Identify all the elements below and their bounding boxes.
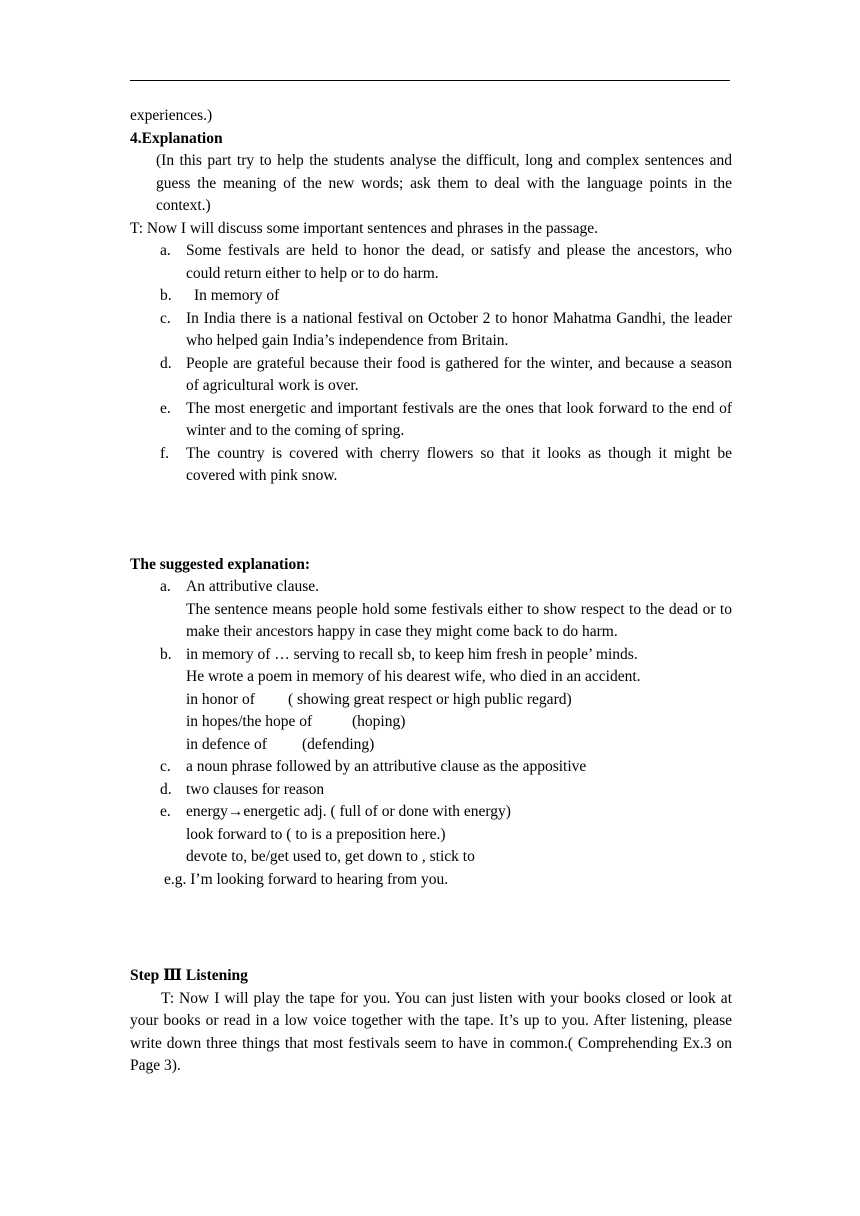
phrase-meaning: (defending) xyxy=(302,735,375,753)
item-text: An attributive clause. xyxy=(186,578,319,595)
intro-tail: experiences.) xyxy=(130,107,213,124)
suggested-item-b xyxy=(130,644,732,667)
item-text: People are grateful because their food is gathered for the winter, and because a season of agricultural work is over. xyxy=(186,354,732,394)
document-body xyxy=(130,105,732,1078)
item-label: a. xyxy=(160,242,171,259)
phrase-term: in defence of xyxy=(186,735,267,753)
suggested-heading: The suggested explanation: xyxy=(130,555,310,573)
explanation-note: (In this part try to help the students analyse the difficult, long and complex sentences and guess the meaning of the new words; ask them to deal with the language points in the context.) xyxy=(156,152,732,214)
spacer xyxy=(130,891,732,957)
item-label: b. xyxy=(160,287,172,304)
header-rule xyxy=(130,80,730,81)
sentence-item xyxy=(130,398,732,443)
item-label: e. xyxy=(160,803,171,820)
sentence-item xyxy=(130,353,732,398)
sentence-item xyxy=(130,308,732,353)
item-b-example: He wrote a poem in memory of his dearest wife, who died in an accident. xyxy=(186,668,641,685)
step3-heading: Step Ⅲ Listening xyxy=(130,967,248,984)
item-label: e. xyxy=(160,399,171,417)
phrase-line xyxy=(130,711,732,734)
explanation-heading: 4.Explanation xyxy=(130,129,223,147)
item-label: f. xyxy=(160,444,170,462)
example-sentence: e.g. I’m looking forward to hearing from you. xyxy=(164,870,449,888)
item-text: The most energetic and important festivals are the ones that look forward to the end of winter and to the coming of spring. xyxy=(186,399,732,439)
item-label: b. xyxy=(160,645,172,663)
suggested-item-e xyxy=(130,801,732,824)
phrase-term: in honor of xyxy=(186,690,255,708)
item-text: In memory of xyxy=(194,287,280,304)
item-label: c. xyxy=(160,309,171,327)
item-text: In India there is a national festival on October 2 to honor Mahatma Gandhi, the leader who helped gain India’s independence from Britain. xyxy=(186,309,732,349)
item-text: energy→energetic adj. ( full of or done with energy) xyxy=(186,803,511,820)
item-text: Some festivals are held to honor the dead, or satisfy and please the ancestors, who could return either to help or to do harm. xyxy=(186,242,732,282)
item-text: The country is covered with cherry flowers so that it looks as though it might be covered with pink snow. xyxy=(186,444,732,484)
item-e-line3: devote to, be/get used to, get down to , stick to xyxy=(186,848,475,865)
item-text: in memory of … serving to recall sb, to keep him fresh in people’ minds. xyxy=(186,645,638,663)
item-label: d. xyxy=(160,354,172,372)
suggested-item-c xyxy=(130,756,732,779)
teacher-line: T: Now I will discuss some important sentences and phrases in the passage. xyxy=(130,219,599,237)
suggested-item-a xyxy=(130,576,732,599)
phrase-meaning: (hoping) xyxy=(352,713,406,730)
sentence-item xyxy=(130,443,732,488)
item-text: two clauses for reason xyxy=(186,780,325,798)
spacer xyxy=(130,488,732,554)
item-text: a noun phrase followed by an attributive clause as the appositive xyxy=(186,758,587,775)
suggested-item-d xyxy=(130,779,732,802)
phrase-term: in hopes/the hope of xyxy=(186,713,313,730)
step3-text: T: Now I will play the tape for you. You can just listen with your books closed or look at your books or read in a low voice together with the tape. It’s up to you. After listening, please write down three things that most festivals seem to have in common.( Comprehending Ex.3 on Page 3). xyxy=(130,989,732,1074)
item-e-line2: look forward to ( to is a preposition here.) xyxy=(186,825,446,843)
phrase-meaning: ( showing great respect or high public regard) xyxy=(288,690,572,708)
phrase-line xyxy=(130,734,732,757)
item-a-detail: The sentence means people hold some festivals either to show respect to the dead or to make their ancestors happy in case they might come back to do harm. xyxy=(186,600,732,640)
item-label: a. xyxy=(160,578,171,595)
sentence-item xyxy=(130,285,732,308)
item-label: d. xyxy=(160,780,172,798)
phrase-line xyxy=(130,689,732,712)
sentence-item xyxy=(130,240,732,285)
item-label: c. xyxy=(160,758,171,775)
